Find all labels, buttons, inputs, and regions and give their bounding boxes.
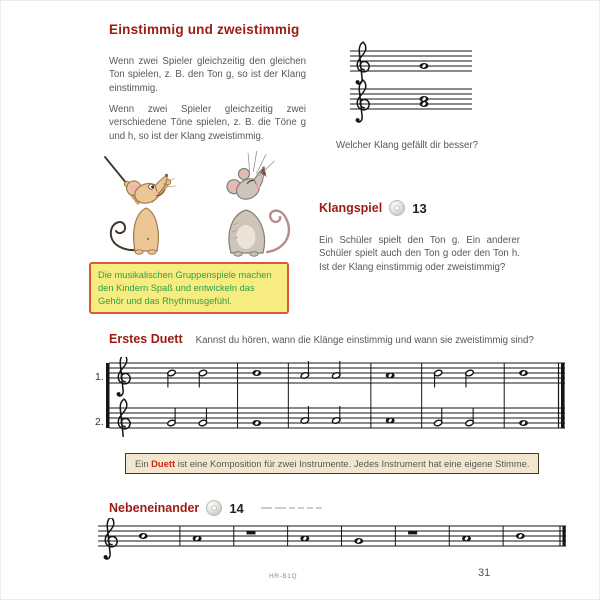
- svg-text:2.: 2.: [95, 416, 104, 428]
- intro-paragraph-2: Wenn zwei Spieler gleichzeitig zwei verschiedene Töne spielen, z. B. die Töne g und h, so ist der Klang zweistimmig.: [109, 103, 306, 143]
- track-number: 14: [229, 500, 244, 516]
- mice-illustration: [91, 151, 301, 263]
- baton: [105, 157, 127, 184]
- nebeneinander-score: [96, 518, 571, 568]
- singing-mouse: [217, 151, 289, 256]
- cd-hole: [394, 205, 400, 211]
- belly: [237, 225, 256, 249]
- track-dashes: [261, 499, 325, 517]
- nebeneinander-heading: Nebeneinander: [109, 501, 200, 515]
- info-term: Duett: [151, 458, 176, 469]
- info-prefix: Ein: [135, 458, 152, 469]
- cd-icon: [206, 500, 222, 516]
- tail: [267, 211, 289, 252]
- klangspiel-text: Ein Schüler spielt den Ton g. Ein anderer Schüler spielt auch den Ton g oder den Ton h. Ist der Klang einstimmig oder zweistimmig?: [319, 234, 520, 274]
- question-which-sound: Welcher Klang gefällt dir besser?: [336, 140, 478, 151]
- footer-code: HR-B1Q: [269, 573, 298, 580]
- cd-icon: [389, 200, 405, 216]
- cd-hole: [211, 505, 217, 511]
- conductor-mouse: [105, 157, 179, 254]
- track-number: 13: [412, 200, 427, 216]
- page-title: Einstimmig und zweistimmig: [109, 22, 300, 37]
- duett-heading: Erstes Duett: [109, 332, 183, 346]
- staff-example-twovoice: [346, 77, 476, 127]
- svg-text:1.: 1.: [95, 371, 104, 383]
- klangspiel-heading-row: [319, 200, 427, 216]
- page-number: 31: [478, 567, 491, 579]
- tip-box: [89, 262, 289, 314]
- nebeneinander-heading-row: [109, 499, 325, 517]
- duett-question: Kannst du hören, wann die Klänge einstimmig und wann sie zweistimmig sind?: [195, 335, 534, 346]
- intro-paragraph-1: Wenn zwei Spieler gleichzeitig den gleichen Ton spielen, z. B. den Ton g, so ist der Klang einstimmig.: [109, 55, 306, 95]
- klangspiel-heading: Klangspiel: [319, 201, 383, 215]
- duet-score: [93, 357, 573, 437]
- info-rest: ist eine Komposition für zwei Instrumente. Jedes Instrument hat eine eigene Stimme.: [175, 458, 530, 469]
- duett-heading-row: [109, 332, 534, 346]
- tip-box-text: Die musikalischen Gruppenspiele machen den Kindern Spaß und entwickeln das Gehör und das Rhythmusgefühl.: [98, 270, 272, 306]
- duett-info-box: [125, 453, 539, 474]
